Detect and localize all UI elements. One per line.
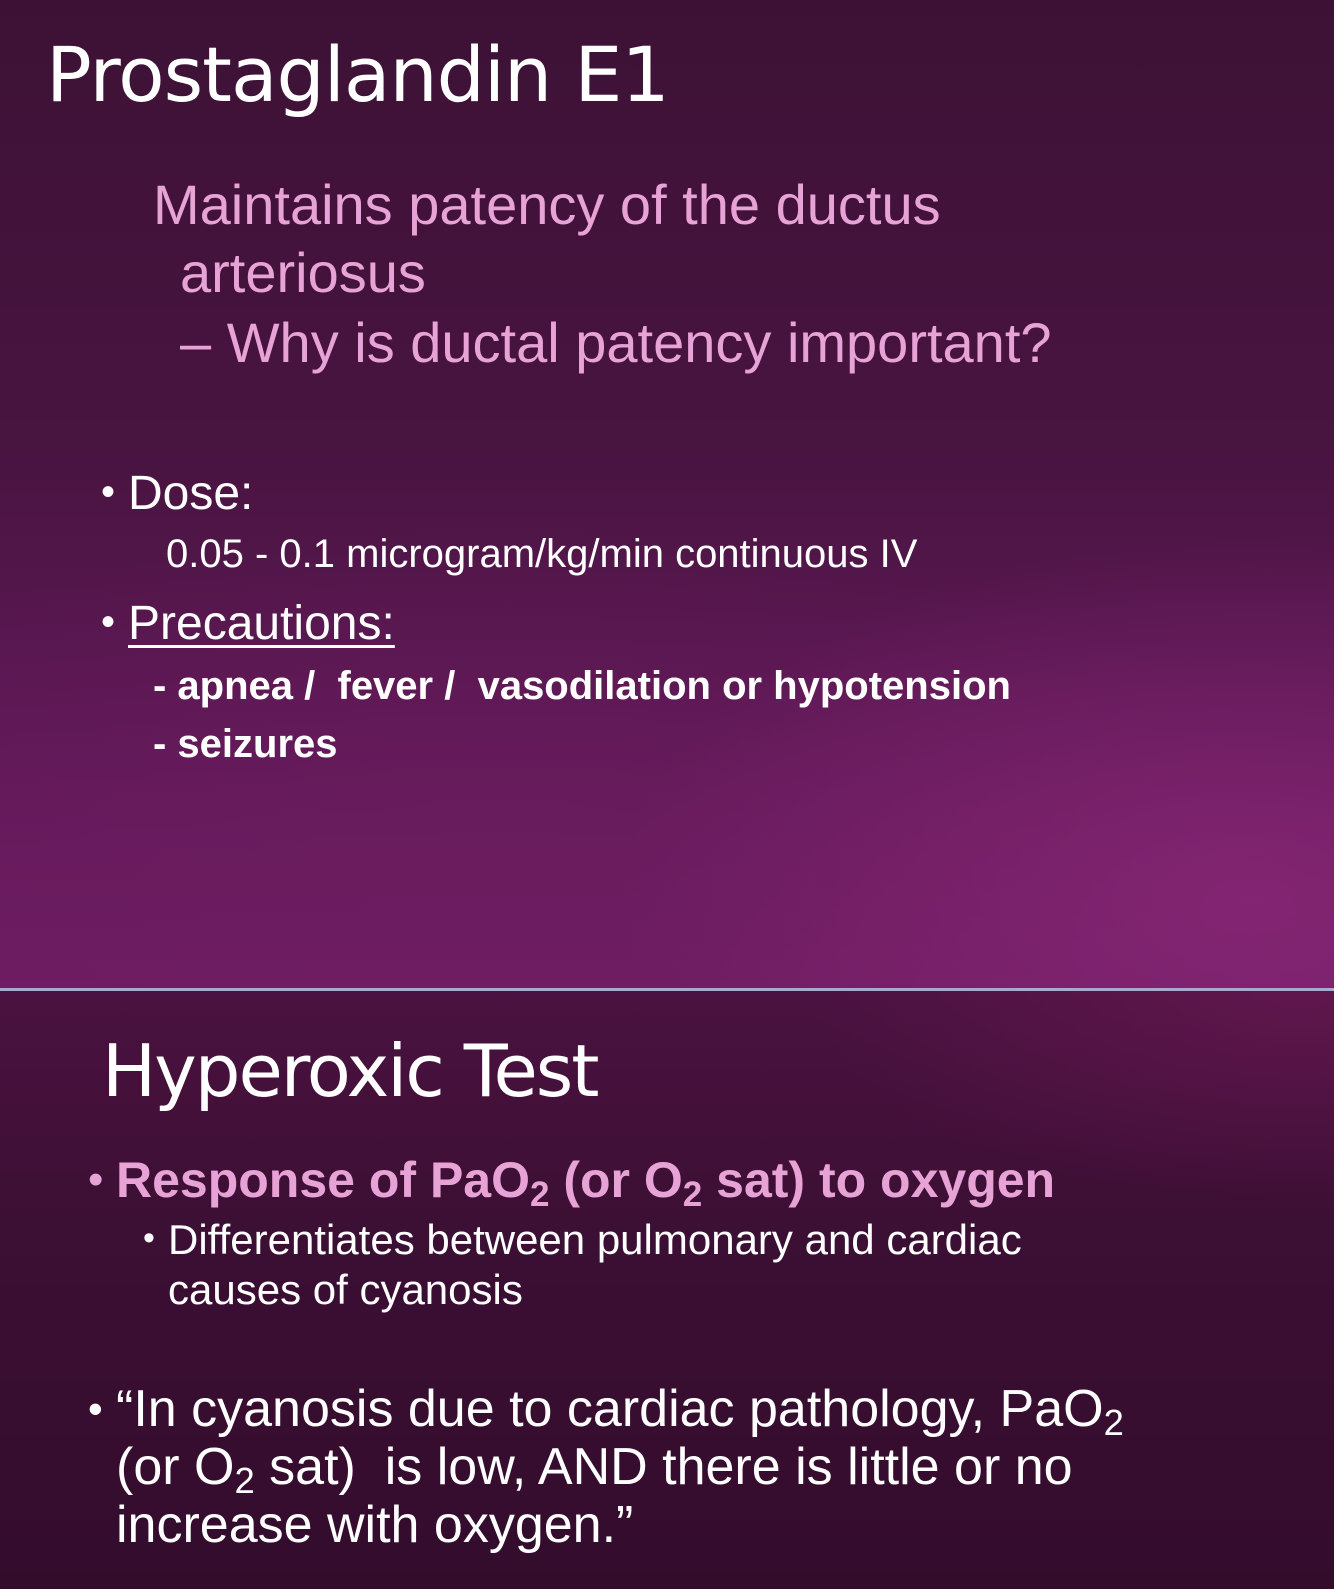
bullet-precautions: • xyxy=(101,600,116,644)
bullet-dose: • xyxy=(101,470,116,514)
precautions-label: Precautions: xyxy=(128,597,395,650)
response-heading: Response of PaO$_2$ (or $O_2$ sat) to oxygen xyxy=(116,1152,1056,1214)
differentiates-line-2: causes of cyanosis xyxy=(168,1266,523,1313)
quote-line-1: “In cyanosis due to cardiac pathology, PaO$_2$ xyxy=(116,1380,1124,1444)
dose-value: 0.05 - 0.1 microgram/kg/min continuous IV xyxy=(166,532,918,576)
ductal-question: – Why is ductal patency important? xyxy=(180,311,1052,374)
maintains-line-2: arteriosus xyxy=(180,241,426,304)
slide-title: Prostaglandin E1 xyxy=(46,30,669,119)
precautions-line-2: - seizures xyxy=(153,722,338,766)
precautions-line-1: - apnea / fever / vasodilation or hypotension xyxy=(153,664,1011,708)
bullet-differentiates: • xyxy=(143,1219,155,1257)
quote-line-2: (or $O_2$ sat) is low, AND there is little or no xyxy=(116,1438,1073,1502)
quote-line-3: increase with oxygen.” xyxy=(116,1496,634,1554)
bullet-response: • xyxy=(88,1155,104,1204)
slide-title: Hyperoxic Test xyxy=(102,1029,598,1113)
differentiates-line-1: Differentiates between pulmonary and cardiac xyxy=(168,1216,1022,1263)
dose-label: Dose: xyxy=(128,467,254,520)
maintains-line-1: Maintains patency of the ductus xyxy=(153,173,941,236)
bullet-quote: • xyxy=(88,1385,103,1432)
slide-hyperoxic-test xyxy=(0,991,1334,1589)
